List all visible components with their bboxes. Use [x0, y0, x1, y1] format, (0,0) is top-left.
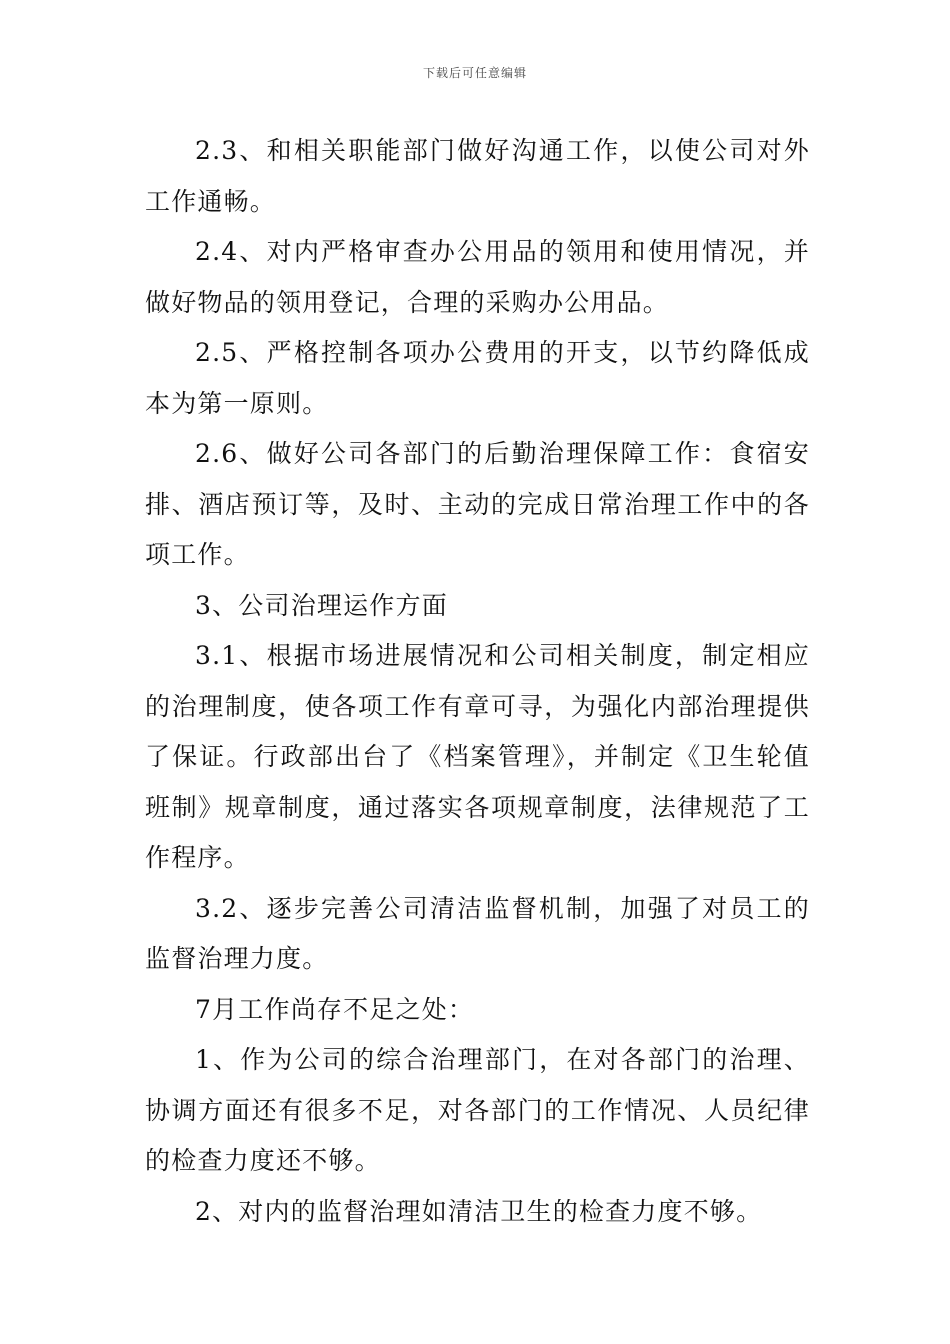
- page-header-note: 下载后可任意编辑: [422, 66, 527, 80]
- paragraph-3-1: 3.1、根据市场进展情况和公司相关制度，制定相应的治理制度，使各项工作有章可寻，为强化内部治理提供了保证。行政部出台了《档案管理》，并制定《卫生轮值班制》规章制度，通过落实各项规章制度，法律规范了工作程序。: [145, 641, 810, 872]
- paragraph-shortcoming-2: 2、对内的监督治理如清洁卫生的检查力度不够。: [195, 1196, 763, 1226]
- paragraph-2-4: 2.4、对内严格审查办公用品的领用和使用情况，并做好物品的领用登记，合理的采购办公用品。: [145, 237, 810, 317]
- document-body: [145, 126, 810, 1237]
- paragraph-2-3: 2.3、和相关职能部门做好沟通工作，以使公司对外工作通畅。: [145, 136, 810, 216]
- paragraph-3-2: 3.2、逐步完善公司清洁监督机制，加强了对员工的监督治理力度。: [145, 893, 810, 973]
- paragraph-shortcoming-1: 1、作为公司的综合治理部门，在对各部门的治理、协调方面还有很多不足，对各部门的工作情况、人员纪律的检查力度还不够。: [145, 1045, 810, 1175]
- paragraph-2-6: 2.6、做好公司各部门的后勤治理保障工作：食宿安排、酒店预订等，及时、主动的完成日常治理工作中的各项工作。: [145, 439, 810, 569]
- paragraph-2-5: 2.5、严格控制各项办公费用的开支，以节约降低成本为第一原则。: [145, 338, 810, 418]
- section-heading-shortcomings: 7月工作尚存不足之处：: [195, 994, 475, 1024]
- section-heading-3: 3、公司治理运作方面: [195, 590, 448, 620]
